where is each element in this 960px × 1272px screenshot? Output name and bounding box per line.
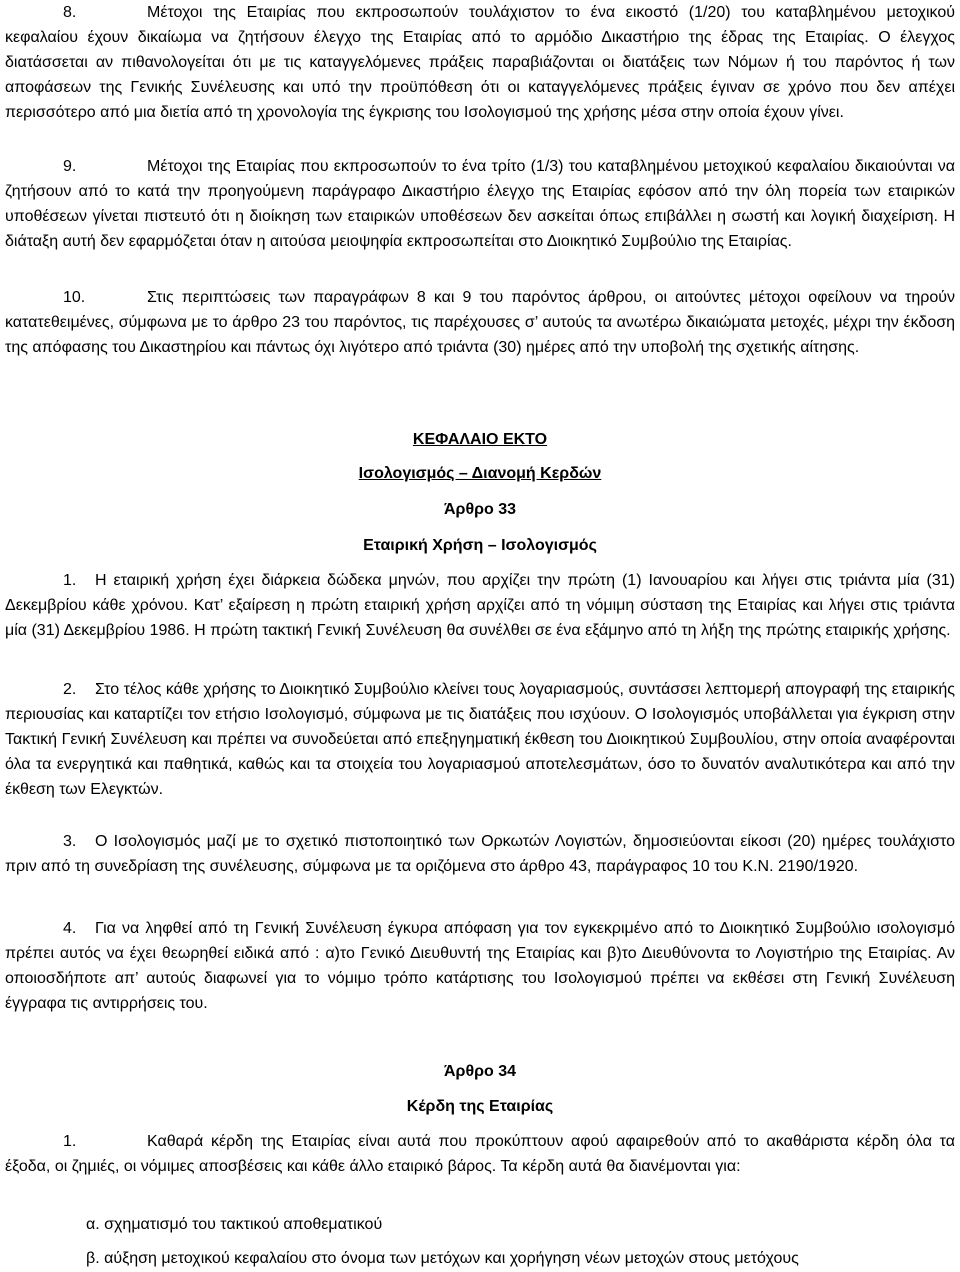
paragraph-number: 10. bbox=[63, 289, 86, 306]
item-text: Στο τέλος κάθε χρήσης το Διοικητικό Συμβούλιο κλείνει τους λογαριασμούς, συντάσσει λεπτομερή απογραφή της εταιρικής περιουσίας και καταρτίζει τον ετήσιο Ισολογισμό, σύμφωνα με τις διατάξεις που ισχύουν. Ο Ισολογισμός υποβάλλεται για έγκριση στην Τακτική Γενική Συνέλευση και πρέπει να συνοδεύεται από επεξηγηματική έκθεση του Διοικητικού Συμβουλίου, στην οποία αναφέρονται όλα τα ενεργητικά και παθητικά, καθώς και τα στοιχεία του λογαριασμού αποτελεσμάτων, όσο το δυνατόν αναλυτικότερα και από την έκθεση των Ελεγκτών. bbox=[5, 681, 955, 798]
article-33-subtitle: Εταιρική Χρήση – Ισολογισμός bbox=[363, 537, 597, 554]
article-34-subtitle: Κέρδη της Εταιρίας bbox=[406, 1098, 554, 1115]
item-number: 4. bbox=[63, 920, 77, 937]
item-number: 2. bbox=[63, 681, 77, 698]
article-33-item-1 bbox=[5, 568, 955, 643]
paragraph-10 bbox=[5, 285, 955, 360]
paragraph-text: Μέτοχοι της Εταιρίας που εκπροσωπούν τουλάχιστον το ένα εικοστό (1/20) του καταβλημένου μετοχικού κεφαλαίου έχουν δικαίωμα να ζητήσουν έλεγχο της Εταιρίας από το αρμόδιο Δικαστήριο της έδρας της Εταιρίας. Ο έλεγχος διατάσσεται αν πιθανολογείται ότι με τις καταγγελόμενες πράξεις παραβιάζονται οι διατάξεις των Νόμων ή του παρόντος ή των αποφάσεων της Γενικής Συνέλευσης και υπό την προϋπόθεση ότι οι καταγγελόμενες πράξεις έγιναν σε χρόνο που δεν απέχει περισσότερο από μια διετία από τη χρονολογία της έγκρισης του Ισολογισμού της χρήσης μέσα στην οποία έχουν γίνει. bbox=[5, 4, 955, 121]
item-number: 3. bbox=[63, 833, 77, 850]
paragraph-text: Μέτοχοι της Εταιρίας που εκπροσωπούν το ένα τρίτο (1/3) του καταβλημένου μετοχικού κεφαλαίου δικαιούνται να ζητήσουν από το κατά την προηγούμενη παράγραφο Δικαστήριο έλεγχο της Εταιρίας εφόσον από την όλη πορεία των εταιρικών υποθέσεων γίνεται πιστευτό ότι η διοίκηση των εταιρικών υποθέσεων δεν ασκείται όπως επιβάλλει η σωστή και λογική διαχείριση. Η διάταξη αυτή δεν εφαρμόζεται όταν η αιτούσα μειοψηφία εκπροσωπείται στο Διοικητικό Συμβούλιο της Εταιρίας. bbox=[5, 158, 955, 250]
item-text: Καθαρά κέρδη της Εταιρίας είναι αυτά που προκύπτουν αφού αφαιρεθούν από το ακαθάριστα κέρδη όλα τα έξοδα, οι ζημιές, οι νόμιμες αποσβέσεις και κάθε άλλο εταιρικό βάρος. Τα κέρδη αυτά θα διανέμονται για: bbox=[5, 1133, 955, 1175]
paragraph-text: Στις περιπτώσεις των παραγράφων 8 και 9 του παρόντος άρθρου, οι αιτούντες μέτοχοι οφείλουν να τηρούν κατατεθειμένες, σύμφωνα με το άρθρο 23 του παρόντος, τις παρέχουσες σ’ αυτούς τα ανωτέρω δικαιώματα μετοχές, μέχρι την έκδοση της απόφασης του Δικαστηρίου και πάντως όχι λιγότερο από τριάντα (30) ημέρες από την υποβολή της σχετικής αίτησης. bbox=[5, 289, 955, 356]
list-item: β. αύξηση μετοχικού κεφαλαίου στο όνομα των μετόχων και χορήγηση νέων μετοχών στους μετόχους bbox=[86, 1250, 799, 1267]
article-33-item-3 bbox=[5, 829, 955, 879]
item-number: 1. bbox=[63, 572, 77, 589]
article-34-title: Άρθρο 34 bbox=[443, 1063, 516, 1080]
chapter-subtitle: Ισολογισμός – Διανομή Κερδών bbox=[358, 465, 602, 482]
article-33-item-4 bbox=[5, 916, 955, 1016]
item-text: Ο Ισολογισμός μαζί με το σχετικό πιστοποιητικό των Ορκωτών Λογιστών, δημοσιεύονται είκοσι (20) ημέρες τουλάχιστο πριν από τη συνεδρίαση της συνέλευσης, σύμφωνα με τα οριζόμενα στο άρθρο 43, παράγραφος 10 του Κ.Ν. 2190/1920. bbox=[5, 833, 955, 875]
article-33-item-2 bbox=[5, 677, 955, 802]
article-34-item-1 bbox=[5, 1129, 955, 1179]
item-number: 1. bbox=[63, 1133, 77, 1150]
list-item: α. σχηματισμό του τακτικού αποθεματικού bbox=[86, 1216, 383, 1233]
paragraph-8 bbox=[5, 0, 955, 125]
article-33-title: Άρθρο 33 bbox=[443, 501, 516, 518]
paragraph-number: 8. bbox=[63, 4, 77, 21]
chapter-title: ΚΕΦΑΛΑΙΟ ΕΚΤΟ bbox=[412, 431, 548, 448]
item-text: Η εταιρική χρήση έχει διάρκεια δώδεκα μηνών, που αρχίζει την πρώτη (1) Ιανουαρίου και λήγει στις τριάντα μία (31) Δεκεμβρίου κάθε χρόνου. Κατ’ εξαίρεση η πρώτη εταιρική χρήση αρχίζει από τη νόμιμη σύσταση της Εταιρίας και λήγει στις τριάντα μία (31) Δεκεμβρίου 1986. Η πρώτη τακτική Γενική Συνέλευση θα συνέλθει σε ένα εξάμηνο από τη λήξη της πρώτης εταιρικής χρήσης. bbox=[5, 572, 955, 639]
paragraph-number: 9. bbox=[63, 158, 77, 175]
paragraph-9 bbox=[5, 154, 955, 254]
item-text: Για να ληφθεί από τη Γενική Συνέλευση έγκυρα απόφαση για τον εγκεκριμένο από το Διοικητικό Συμβούλιο ισολογισμό πρέπει αυτός να έχει θεωρηθεί ειδικά από : α)το Γενικό Διευθυντή της Εταιρίας και β)το Διευθύνοντα το Λογιστήριο της Εταιρίας. Αν οποιοσδήποτε απ’ αυτούς διαφωνεί για το νόμιμο τρόπο κατάρτισης του Ισολογισμού πρέπει να εκθέσει στη Γενική Συνέλευση έγγραφα τις αντιρρήσεις του. bbox=[5, 920, 955, 1012]
